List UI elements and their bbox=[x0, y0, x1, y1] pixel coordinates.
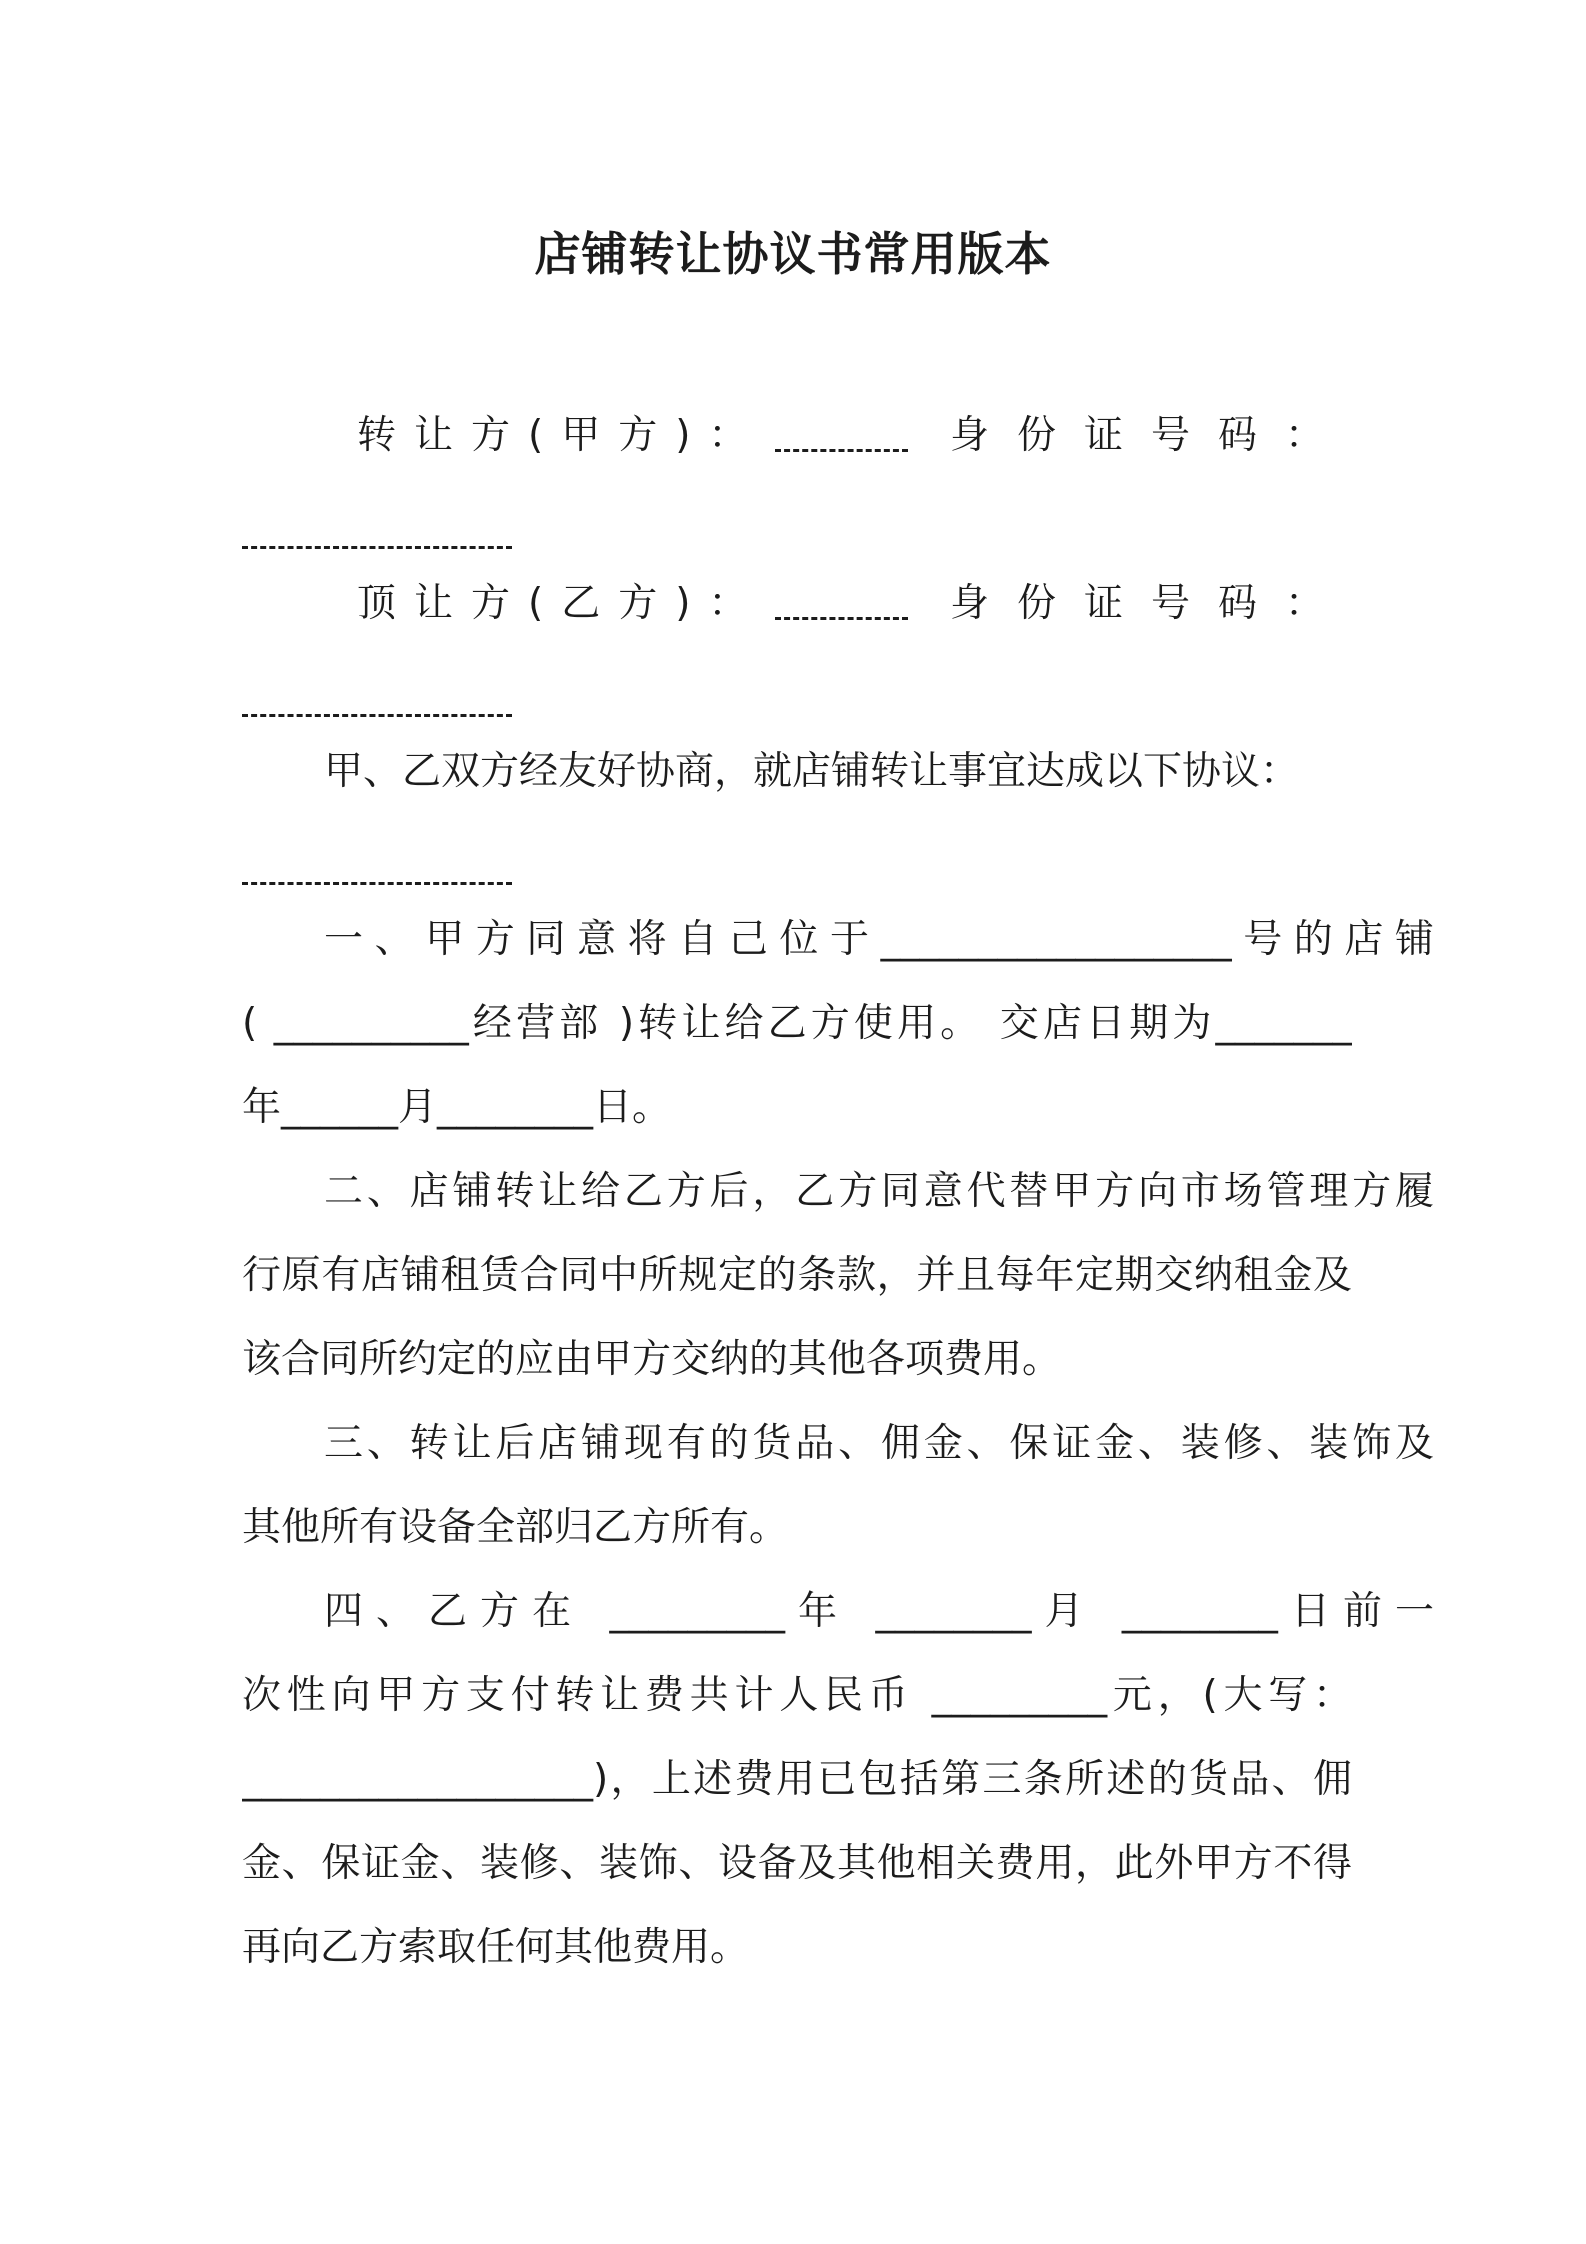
party-a-label: 转让方(甲方)： bbox=[357, 413, 766, 458]
intro-text: 甲、乙双方经友好协商，就店铺转让事宜达成以下协议： bbox=[324, 749, 1300, 794]
clause-1-line-3: 年______月________日。 bbox=[242, 1085, 672, 1130]
clause-2-line-1: 二、店铺转让给乙方后，乙方同意代替甲方向市场管理方履 bbox=[324, 1169, 1434, 1214]
intro-blank[interactable] bbox=[242, 882, 512, 885]
clause-4-line-4: 金、保证金、装修、装饰、设备及其他相关费用，此外甲方不得 bbox=[242, 1841, 1352, 1886]
party-a-id-label: 身份证号码： bbox=[949, 413, 1352, 458]
clause-3-line-1: 三、转让后店铺现有的货品、佣金、保证金、装修、装饰及 bbox=[324, 1421, 1434, 1466]
clause-1-line-1: 一、甲方同意将自己位于__________________号的店铺 bbox=[324, 917, 1434, 962]
document-title: 店铺转让协议书常用版本 bbox=[534, 227, 1052, 281]
party-b-id-blank[interactable] bbox=[242, 714, 512, 717]
party-a-line bbox=[242, 406, 1352, 466]
clause-4-line-1: 四、乙方在 _________年 ________月 ________日前一 bbox=[324, 1589, 1434, 1634]
clause-2-line-3: 该合同所约定的应由甲方交纳的其他各项费用。 bbox=[242, 1337, 1062, 1382]
clause-4-line-2: 次性向甲方支付转让费共计人民币 _________元，(大写： bbox=[242, 1673, 1352, 1718]
party-b-id-label: 身份证号码： bbox=[949, 581, 1352, 626]
clause-2-line-2: 行原有店铺租赁合同中所规定的条款，并且每年定期交纳租金及 bbox=[242, 1253, 1352, 1298]
clause-3-line-2: 其他所有设备全部归乙方所有。 bbox=[242, 1505, 789, 1550]
party-a-id-blank[interactable] bbox=[242, 546, 512, 549]
party-b-name-blank[interactable] bbox=[775, 581, 908, 620]
party-b-line bbox=[242, 574, 1352, 634]
party-b-label: 顶让方(乙方)： bbox=[357, 581, 766, 626]
clause-1-line-2: ( __________经营部 )转让给乙方使用。 交店日期为_______ bbox=[242, 1001, 1352, 1046]
clause-4-line-3: __________________)，上述费用已包括第三条所述的货品、佣 bbox=[242, 1757, 1352, 1802]
clause-4-line-5: 再向乙方索取任何其他费用。 bbox=[242, 1925, 750, 1970]
party-a-name-blank[interactable] bbox=[775, 413, 908, 452]
